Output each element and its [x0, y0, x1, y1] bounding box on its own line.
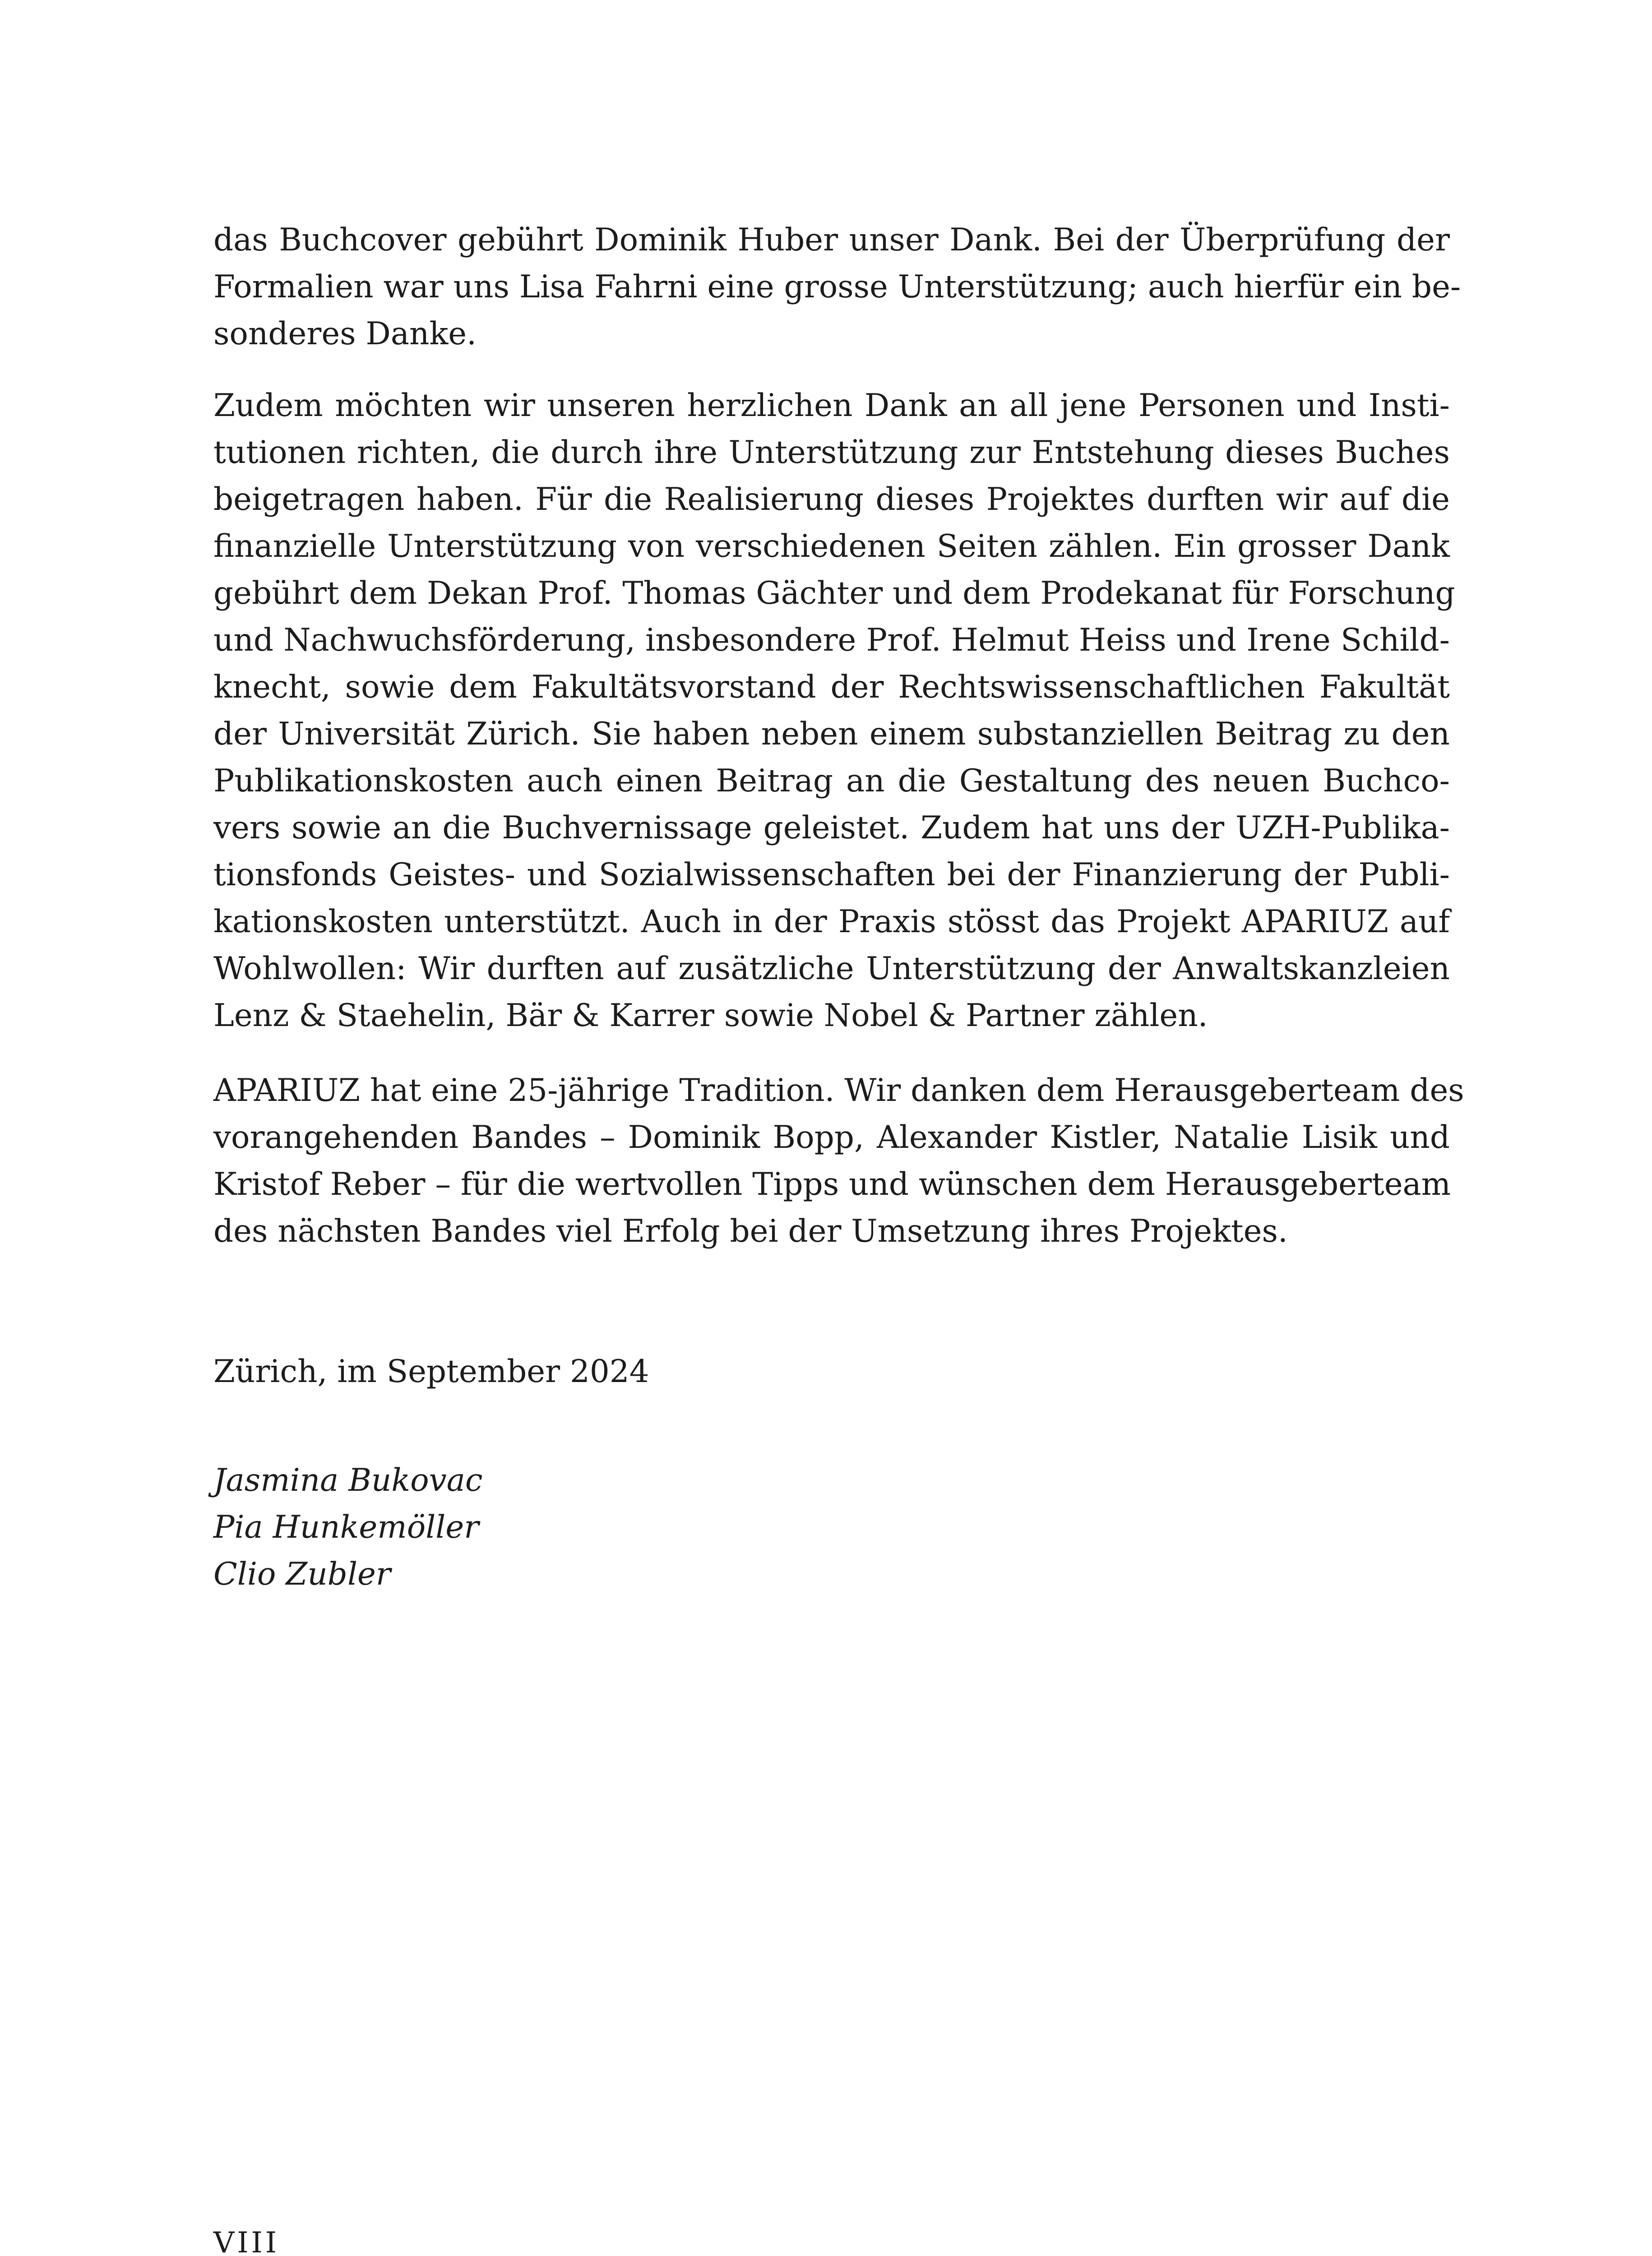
text-line: finanzielle Unterstützung von verschiedenen Seiten zählen. Ein grosser Dank [213, 528, 1450, 564]
signature-name: Pia Hunkemöller [213, 1509, 479, 1545]
text-line: Zudem möchten wir unseren herzlichen Dank an all jene Personen und Insti- [213, 388, 1450, 424]
text-line: sonderes Danke. [213, 316, 477, 352]
paragraph-thanks-cover [213, 217, 1461, 357]
paragraph-thanks-institutions [213, 382, 1455, 1039]
text-line: tionsfonds Geistes- und Sozialwissenschaften bei der Finanzierung der Publi- [213, 857, 1450, 893]
text-line: beigetragen haben. Für die Realisierung dieses Projektes durften wir auf die [213, 481, 1450, 518]
text-line: das Buchcover gebührt Dominik Huber unser Dank. Bei der Überprüfung der [213, 222, 1450, 258]
text-line: knecht, sowie dem Fakultätsvorstand der Rechtswissenschaftlichen Fakultät [213, 669, 1450, 705]
text-line: APARIUZ hat eine 25-jährige Tradition. Wir danken dem Herausgeberteam des [213, 1073, 1464, 1109]
signature-name: Clio Zubler [213, 1556, 391, 1592]
text-line: Wohlwollen: Wir durften auf zusätzliche Unterstützung der Anwaltskanzleien [213, 951, 1450, 987]
text-line: kationskosten unterstützt. Auch in der Praxis stösst das Projekt APARIUZ auf [213, 904, 1450, 940]
text-line: tutionen richten, die durch ihre Unterstützung zur Entstehung dieses Buches [213, 435, 1450, 471]
text-line: vers sowie an die Buchvernissage geleistet. Zudem hat uns der UZH-Publika- [213, 810, 1450, 846]
text-line: Kristof Reber – für die wertvollen Tipps und wünschen dem Herausgeberteam [213, 1166, 1451, 1202]
text-line: gebührt dem Dekan Prof. Thomas Gächter und dem Prodekanat für Forschung [213, 575, 1455, 611]
text-line: der Universität Zürich. Sie haben neben einem substanziellen Beitrag zu den [213, 716, 1450, 752]
place-and-date: Zürich, im September 2024 [213, 1354, 649, 1390]
text-line: und Nachwuchsförderung, insbesondere Prof. Helmut Heiss und Irene Schild- [213, 622, 1450, 658]
text-line: des nächsten Bandes viel Erfolg bei der Umsetzung ihres Projektes. [213, 1213, 1288, 1249]
paragraph-tradition [213, 1067, 1464, 1255]
signature-name: Jasmina Bukovac [213, 1462, 483, 1498]
text-line: Formalien war uns Lisa Fahrni eine grosse Unterstützung; auch hierfür ein be- [213, 269, 1461, 305]
text-line: vorangehenden Bandes – Dominik Bopp, Alexander Kistler, Natalie Lisik und [213, 1119, 1450, 1156]
text-line: Publikationskosten auch einen Beitrag an die Gestaltung des neuen Buchco- [213, 763, 1450, 799]
signature-list [213, 1457, 482, 1598]
text-line: Lenz & Staehelin, Bär & Karrer sowie Nobel & Partner zählen. [213, 998, 1208, 1034]
page-number: VIII [213, 2226, 280, 2256]
